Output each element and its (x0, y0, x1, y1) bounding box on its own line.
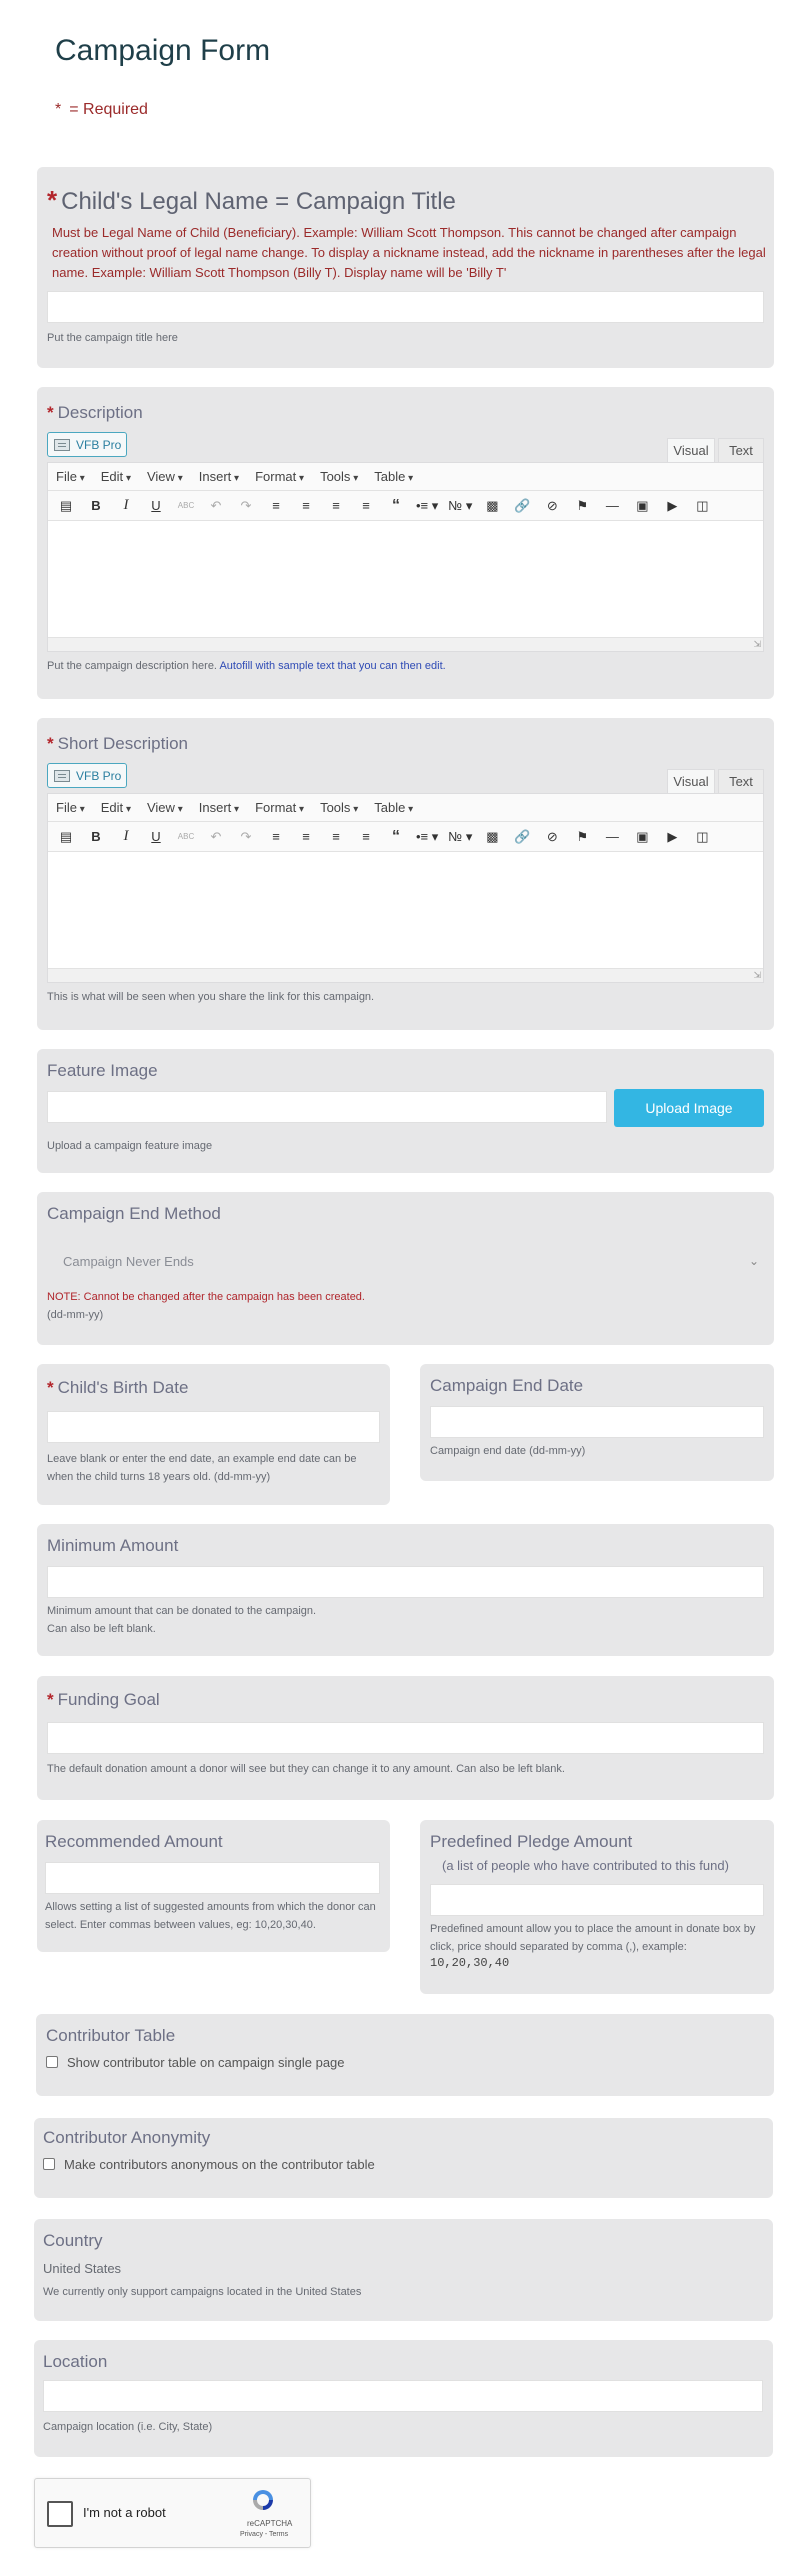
birth-date-label-text: Child's Birth Date (57, 1378, 189, 1397)
find-icon[interactable]: ▩ (486, 828, 499, 844)
recommended-amount-label: Recommended Amount (45, 1832, 223, 1851)
align-left-icon[interactable]: ≡ (272, 829, 280, 844)
country-value: United States (43, 2261, 122, 2276)
bullet-list-icon[interactable]: •≡ ▾ (416, 497, 439, 513)
recaptcha-checkbox[interactable] (47, 2501, 73, 2527)
predefined-pledge-input[interactable] (430, 1884, 764, 1916)
end-date-label: Campaign End Date (430, 1376, 584, 1395)
underline-icon[interactable]: U (151, 829, 161, 844)
contributor-anonymity-section (34, 2118, 773, 2198)
country-help: We currently only support campaigns located in the United States (43, 2286, 362, 2298)
upload-image-button[interactable]: Upload Image (614, 1089, 764, 1127)
bold-icon[interactable]: B (91, 829, 101, 844)
resize-handle-icon[interactable]: ⇲ (753, 970, 761, 980)
menu-insert[interactable]: Insert ▾ (199, 469, 239, 484)
contributor-anonymity-checkbox-label[interactable]: Make contributors anonymous on the contributor table (64, 2157, 375, 2172)
redo-icon[interactable]: ↷ (240, 828, 252, 844)
media-icon[interactable]: ▶ (667, 497, 678, 513)
tab-text[interactable]: Text (718, 438, 764, 462)
chevron-down-icon[interactable]: ⌄ (749, 1254, 760, 1268)
feature-image-input[interactable] (47, 1091, 607, 1123)
short-description-label (47, 734, 188, 754)
justify-icon[interactable]: ≡ (362, 829, 370, 844)
page-title: Campaign Form (55, 34, 271, 67)
tab-visual[interactable]: Visual (667, 769, 715, 793)
vfb-pro-label: VFB Pro (76, 437, 122, 452)
link-icon[interactable]: 🔗 (514, 497, 531, 513)
end-method-select[interactable]: Campaign Never Ends (63, 1254, 194, 1269)
end-method-format: (dd-mm-yy) (47, 1309, 104, 1321)
predefined-pledge-section (420, 1820, 774, 1994)
autofill-link[interactable]: Autofill with sample text that you can then edit. (219, 660, 446, 672)
menu-view[interactable]: View ▾ (147, 469, 183, 484)
image-icon[interactable]: ▣ (636, 828, 649, 844)
required-star: * (47, 1378, 54, 1397)
justify-icon[interactable]: ≡ (362, 498, 370, 513)
recaptcha-widget (34, 2478, 311, 2548)
image-icon[interactable]: ▣ (636, 497, 649, 513)
feature-image-section (37, 1049, 774, 1173)
form-icon (54, 439, 70, 451)
description-editor (47, 462, 764, 652)
predefined-pledge-help: Predefined amount allow you to place the amount in donate box by click, price should separated by comma (,), example: (430, 1923, 756, 1953)
description-help-text: Put the campaign description here. (47, 660, 217, 672)
underline-icon[interactable]: U (151, 498, 161, 513)
end-date-help: Campaign end date (dd-mm-yy) (430, 1445, 586, 1457)
minimum-amount-help-1: Minimum amount that can be donated to the campaign. (47, 1605, 317, 1617)
contributor-anonymity-label: Contributor Anonymity (43, 2128, 211, 2147)
menu-tools[interactable]: Tools ▾ (320, 800, 358, 815)
horizontal-rule-icon[interactable]: — (605, 498, 619, 513)
undo-icon[interactable]: ↶ (210, 497, 222, 513)
toolbar-toggle-icon[interactable]: ▤ (59, 828, 73, 844)
description-section (37, 387, 774, 699)
recommended-amount-help: Allows setting a list of suggested amounts from which the donor can select. Enter commas between values, eg: 10,20,30,40. (45, 1901, 376, 1931)
end-method-section (37, 1192, 774, 1345)
short-description-editor (47, 793, 764, 983)
align-right-icon[interactable]: ≡ (332, 829, 340, 844)
bookmark-icon[interactable]: ⚑ (576, 497, 589, 513)
country-section (34, 2219, 773, 2321)
vfb-pro-label: VFB Pro (76, 768, 122, 783)
minimum-amount-section (37, 1524, 774, 1656)
contributor-table-section (36, 2014, 774, 2096)
birth-date-input[interactable] (47, 1411, 380, 1443)
menu-format[interactable]: Format ▾ (255, 469, 304, 484)
contributor-table-label: Contributor Table (46, 2026, 176, 2045)
editor-statusbar (48, 968, 763, 982)
feature-image-help: Upload a campaign feature image (47, 1140, 213, 1152)
short-description-help: This is what will be seen when you share the link for this campaign. (47, 991, 375, 1003)
location-label: Location (43, 2352, 108, 2371)
minimum-amount-label: Minimum Amount (47, 1536, 179, 1555)
bookmark-icon[interactable]: ⚑ (576, 828, 589, 844)
description-help (47, 657, 446, 675)
bold-icon[interactable]: B (91, 498, 101, 513)
birth-date-label (47, 1378, 188, 1398)
recaptcha-logo-icon (250, 2487, 276, 2513)
strikethrough-icon[interactable]: ABC (177, 501, 195, 510)
unlink-icon[interactable]: ⊘ (546, 828, 558, 844)
blockquote-icon[interactable]: “ (392, 496, 400, 514)
redo-icon[interactable]: ↷ (240, 497, 252, 513)
description-label-text: Description (57, 403, 143, 422)
short-description-label-text: Short Description (57, 734, 189, 753)
menu-table[interactable]: Table ▾ (374, 469, 413, 484)
unlink-icon[interactable]: ⊘ (546, 497, 558, 513)
required-legend (55, 101, 148, 119)
editor-statusbar (48, 637, 763, 651)
description-edit-area[interactable] (48, 521, 763, 637)
menu-tools[interactable]: Tools ▾ (320, 469, 358, 484)
contributor-table-checkbox[interactable] (46, 2056, 58, 2068)
menu-file[interactable]: File ▾ (56, 469, 85, 484)
required-star: * (55, 101, 62, 118)
menu-edit[interactable]: Edit ▾ (101, 469, 131, 484)
country-label: Country (43, 2231, 103, 2250)
location-help: Campaign location (i.e. City, State) (43, 2421, 213, 2433)
short-description-edit-area[interactable] (48, 852, 763, 968)
menu-view[interactable]: View ▾ (147, 800, 183, 815)
description-label (47, 403, 143, 423)
columns-icon[interactable]: ◫ (696, 828, 709, 844)
columns-icon[interactable]: ◫ (696, 497, 709, 513)
recaptcha-terms-link[interactable]: Privacy - Terms (240, 2531, 289, 2538)
align-center-icon[interactable]: ≡ (302, 498, 310, 513)
editor-toolbar (48, 491, 763, 521)
link-icon[interactable]: 🔗 (514, 828, 531, 844)
numbered-list-icon[interactable]: № ▾ (448, 828, 473, 844)
contributor-anonymity-checkbox[interactable] (43, 2158, 55, 2170)
feature-image-label: Feature Image (47, 1061, 158, 1080)
required-legend-text: = Required (69, 101, 148, 118)
menu-file[interactable]: File ▾ (56, 800, 85, 815)
minimum-amount-input[interactable] (47, 1566, 764, 1598)
funding-goal-label (47, 1690, 160, 1710)
predefined-pledge-label: Predefined Pledge Amount (430, 1832, 633, 1851)
menu-format[interactable]: Format ▾ (255, 800, 304, 815)
recaptcha-brand: reCAPTCHA (247, 2519, 293, 2528)
minimum-amount-help-2: Can also be left blank. (47, 1623, 156, 1635)
horizontal-rule-icon[interactable]: — (605, 829, 619, 844)
birth-date-section (37, 1364, 390, 1505)
predefined-pledge-subtitle: (a list of people who have contributed to this fund) (442, 1858, 729, 1873)
required-star: * (47, 185, 58, 215)
end-date-input[interactable] (430, 1406, 764, 1438)
funding-goal-section (37, 1676, 774, 1800)
recaptcha-label: I'm not a robot (83, 2505, 166, 2520)
recommended-amount-section (37, 1820, 390, 1952)
funding-goal-input[interactable] (47, 1722, 764, 1754)
recommended-amount-input[interactable] (45, 1862, 380, 1894)
short-description-section (37, 718, 774, 1030)
child-name-description: Must be Legal Name of Child (Beneficiary). Example: William Scott Thompson. This cannot be changed after campaign creation without proof of legal name change. To display a nickname instead, add the nickname in parentheses after the legal name. Example: William Scott Thompson (Billy T). Display name will be 'Billy T' (52, 225, 766, 280)
required-star: * (47, 403, 54, 422)
align-left-icon[interactable]: ≡ (272, 498, 280, 513)
editor-menubar (48, 463, 763, 491)
menu-insert[interactable]: Insert ▾ (199, 800, 239, 815)
tab-text[interactable]: Text (718, 769, 764, 793)
vfb-pro-button[interactable] (47, 763, 127, 788)
media-icon[interactable]: ▶ (667, 828, 678, 844)
child-name-help: Put the campaign title here (47, 332, 178, 344)
location-section (34, 2340, 773, 2457)
birth-date-help: Leave blank or enter the end date, an example end date can be when the child turns 18 years old. (dd-mm-yy) (47, 1453, 357, 1483)
required-star: * (47, 1690, 54, 1709)
align-center-icon[interactable]: ≡ (302, 829, 310, 844)
resize-handle-icon[interactable]: ⇲ (753, 639, 761, 649)
end-method-label: Campaign End Method (47, 1204, 221, 1223)
end-date-section (420, 1364, 774, 1481)
editor-menubar (48, 794, 763, 822)
funding-goal-label-text: Funding Goal (57, 1690, 160, 1709)
toolbar-toggle-icon[interactable]: ▤ (59, 497, 73, 513)
menu-edit[interactable]: Edit ▾ (101, 800, 131, 815)
editor-toolbar (48, 822, 763, 852)
contributor-table-checkbox-label[interactable]: Show contributor table on campaign single page (67, 2055, 345, 2070)
required-star: * (47, 734, 54, 753)
strikethrough-icon[interactable]: ABC (177, 832, 195, 841)
child-name-label-text: Child's Legal Name = Campaign Title (61, 188, 456, 215)
italic-icon[interactable]: I (123, 828, 129, 844)
tab-visual[interactable]: Visual (667, 438, 715, 462)
child-name-section (37, 167, 774, 368)
vfb-pro-button[interactable] (47, 432, 127, 457)
end-method-note: NOTE: Cannot be changed after the campaign has been created. (47, 1291, 365, 1303)
child-name-input[interactable] (47, 291, 764, 323)
funding-goal-help: The default donation amount a donor will see but they can change it to any amount. Can also be left blank. (47, 1763, 565, 1775)
italic-icon[interactable]: I (123, 497, 129, 513)
child-name-label (47, 185, 456, 216)
undo-icon[interactable]: ↶ (210, 828, 222, 844)
blockquote-icon[interactable]: “ (392, 827, 400, 845)
form-icon (54, 770, 70, 782)
align-right-icon[interactable]: ≡ (332, 498, 340, 513)
menu-table[interactable]: Table ▾ (374, 800, 413, 815)
predefined-pledge-example: 10,20,30,40 (430, 1956, 510, 1970)
location-input[interactable] (43, 2380, 763, 2412)
find-icon[interactable]: ▩ (486, 497, 499, 513)
bullet-list-icon[interactable]: •≡ ▾ (416, 828, 439, 844)
numbered-list-icon[interactable]: № ▾ (448, 497, 473, 513)
